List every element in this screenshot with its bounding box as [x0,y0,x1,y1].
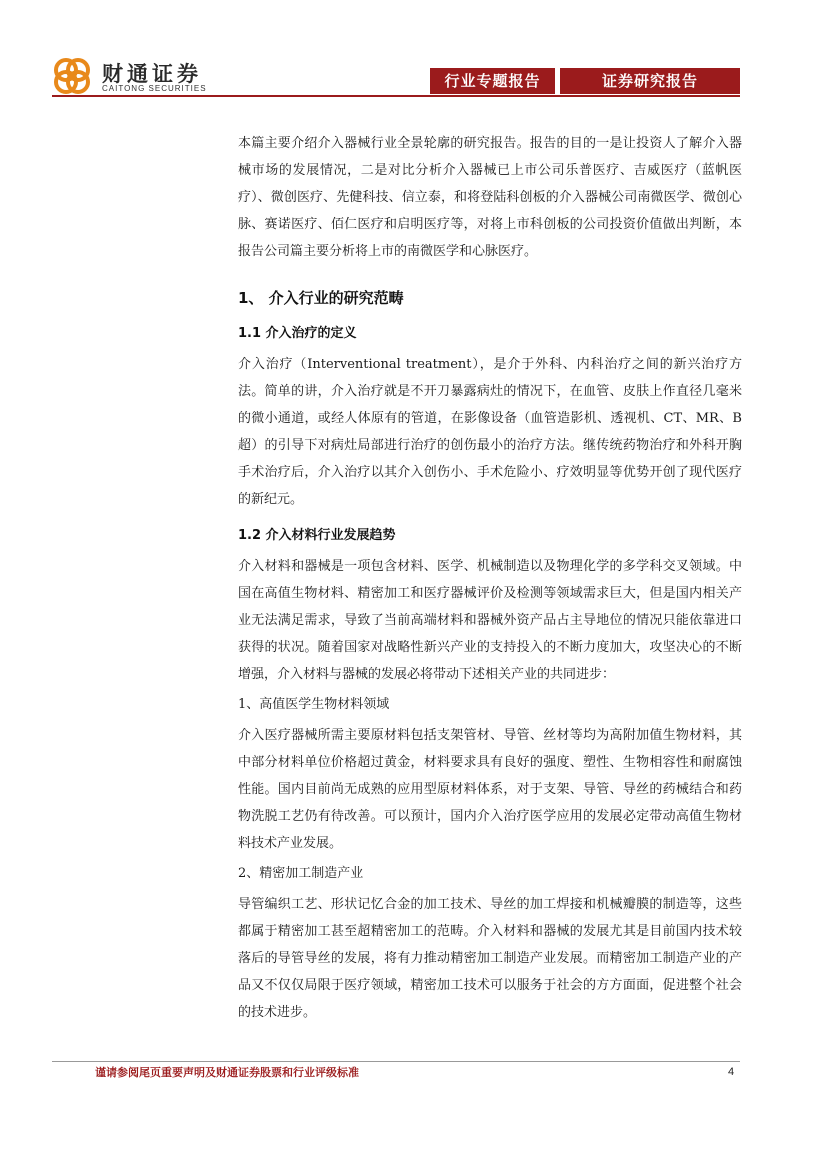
section-1-1-heading: 1.1 介入治疗的定义 [238,326,357,341]
section-1-heading: 1、 介入行业的研究范畴 [238,289,404,307]
footer-disclaimer: 谨请参阅尾页重要声明及财通证券股票和行业评级标准 [95,1066,359,1079]
caitong-logo-icon [52,56,92,96]
logo [52,56,232,100]
subsection-2-heading: 2、精密加工制造产业 [238,866,364,881]
logo-english-name: CAITONG SECURITIES [102,84,207,93]
section-1-1-paragraph: 介入治疗（Interventional treatment），是介于外科、内科治疗之间的新兴治疗方法。简单的讲，介入治疗就是不开刀暴露病灶的情况下，在血管、皮肤上作直径几毫米的微小通道，或经人体原有的管道，在影像设备（血管造影机、透视机、CT、MR、B 超）的引导下对病灶局部进行治疗的创伤最小的治疗方法。继传统药物治疗和外科开胸手术治疗后，介入治疗以其介入创伤小、手术危险小、疗效明显等优势开创了现代医疗的新纪元。 [238,357,742,507]
section-1-2-paragraph: 介入材料和器械是一项包含材料、医学、机械制造以及物理化学的多学科交叉领域。中国在高值生物材料、精密加工和医疗器械评价及检测等领域需求巨大，但是国内相关产业无法满足需求，导致了当前高端材料和器械外资产品占主导地位的情况只能依靠进口获得的状况。随着国家对战略性新兴产业的支持投入的不断力度加大，攻坚决心的不断增强，介入材料与器械的发展必将带动下述相关产业的共同进步： [238,559,742,682]
report-category-tag: 证券研究报告 [560,68,740,94]
logo-chinese-name: 财通证券 [102,62,202,86]
report-type-tag: 行业专题报告 [430,68,555,94]
subsection-1-paragraph: 介入医疗器械所需主要原材料包括支架管材、导管、丝材等均为高附加值生物材料，其中部分材料单位价格超过黄金，材料要求具有良好的强度、塑性、生物相容性和耐腐蚀性能。国内目前尚无成熟的应用型原材料体系，对于支架、导管、导丝的药械结合和药物洗脱工艺仍有待改善。可以预计，国内介入治疗医学应用的发展必定带动高值生物材料技术产业发展。 [238,728,742,851]
page-number: 4 [728,1066,735,1078]
section-1-2-heading: 1.2 介入材料行业发展趋势 [238,528,396,543]
header-divider [52,95,740,97]
footer-divider [52,1061,740,1062]
intro-paragraph: 本篇主要介绍介入器械行业全景轮廓的研究报告。报告的目的一是让投资人了解介入器械市场的发展情况，二是对比分析介入器械已上市公司乐普医疗、吉威医疗（蓝帆医疗）、微创医疗、先健科技、信立泰，和将登陆科创板的介入器械公司南微医学、微创心脉、赛诺医疗、佰仁医疗和启明医疗等，对将上市科创板的公司投资价值做出判断，本报告公司篇主要分析将上市的南微医学和心脉医疗。 [238,136,742,259]
subsection-2-paragraph: 导管编织工艺、形状记忆合金的加工技术、导丝的加工焊接和机械瓣膜的制造等，这些都属于精密加工甚至超精密加工的范畴。介入材料和器械的发展尤其是目前国内技术较落后的导管导丝的发展，将有力推动精密加工制造产业发展。而精密加工制造产业的产品又不仅仅局限于医疗领域，精密加工技术可以服务于社会的方方面面，促进整个社会的技术进步。 [238,897,742,1020]
document-body [238,130,742,1026]
subsection-1-heading: 1、高值医学生物材料领域 [238,697,390,712]
